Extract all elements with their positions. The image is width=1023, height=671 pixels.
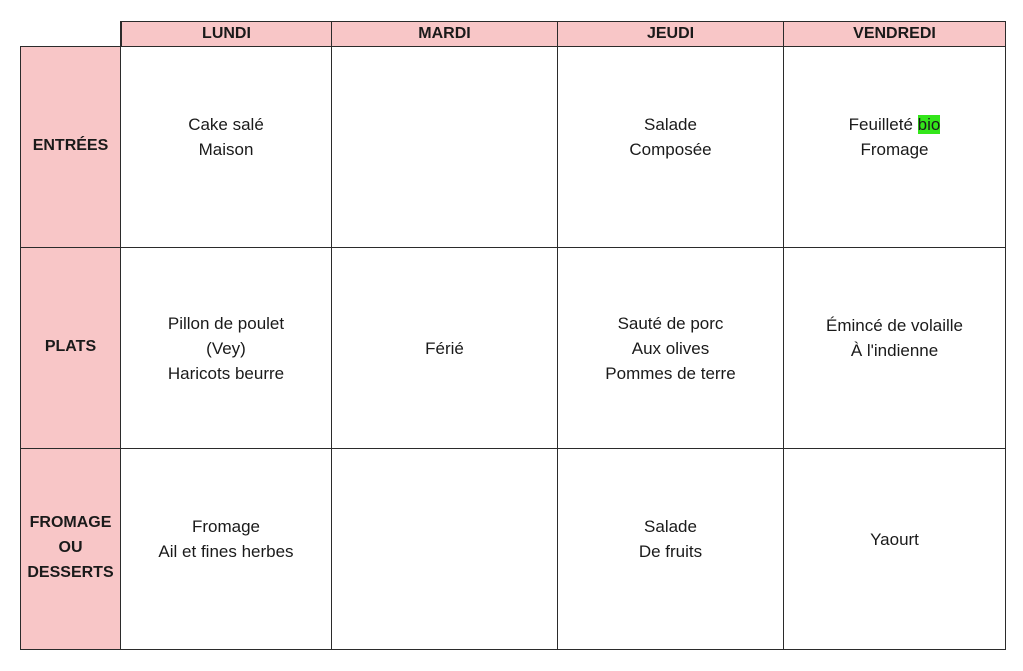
menu-cell-desserts-vendredi [784,449,1006,650]
menu-cell-plats-mardi [332,248,558,449]
row-header-fromage-desserts [20,449,121,650]
menu-cell-entrees-lundi [121,47,332,248]
dish-line: De fruits [638,542,703,561]
dish-line: Composée [629,140,712,159]
menu-cell-desserts-mardi [332,449,558,650]
dish-line: Émincé de volaille [825,316,963,335]
day-header-lundi: LUNDI [121,21,332,47]
row-header-label: OU [58,538,83,556]
menu-cell-desserts-lundi [121,449,332,650]
menu-cell-plats-vendredi [784,248,1006,449]
table-corner [20,21,121,47]
row-header-plats [20,248,121,449]
dish-line-with-highlight [849,112,941,137]
dish-line: Férié [425,338,464,358]
day-header-jeudi: JEUDI [558,21,784,47]
row-header-label: DESSERTS [27,563,114,581]
dish-line: Cake salé [188,115,264,134]
bio-highlight: bio [917,115,941,134]
dish-line: Maison [198,140,254,159]
dish-line: Pommes de terre [605,363,736,383]
day-header-mardi: MARDI [332,21,558,47]
dish-line: Fromage [191,517,261,536]
row-header-label: PLATS [44,337,97,355]
dish-line: Haricots beurre [167,363,285,383]
row-header-entrees [20,47,121,248]
dish-line: Ail et fines herbes [158,542,294,561]
menu-cell-entrees-mardi [332,47,558,248]
dish-line: Salade [644,517,697,536]
dish-line: Salade [644,115,697,134]
menu-cell-desserts-jeudi [558,449,784,650]
menu-cell-plats-jeudi [558,248,784,449]
dish-line: (Vey) [206,338,246,358]
menu-cell-entrees-vendredi [784,47,1006,248]
dish-text: Feuilleté [848,115,918,134]
dish-line: Pillon de poulet [167,313,285,333]
menu-cell-entrees-jeudi [558,47,784,248]
row-header-label: FROMAGE [29,513,112,531]
row-header-label: ENTRÉES [32,136,109,154]
dish-line: Yaourt [870,529,919,549]
day-header-vendredi: VENDREDI [784,21,1006,47]
dish-line: Aux olives [631,338,710,358]
dish-line: À l'indienne [850,341,939,360]
menu-cell-plats-lundi [121,248,332,449]
weekly-menu-table [20,21,1006,650]
dish-line: Fromage [860,140,929,159]
dish-line: Sauté de porc [617,313,724,333]
